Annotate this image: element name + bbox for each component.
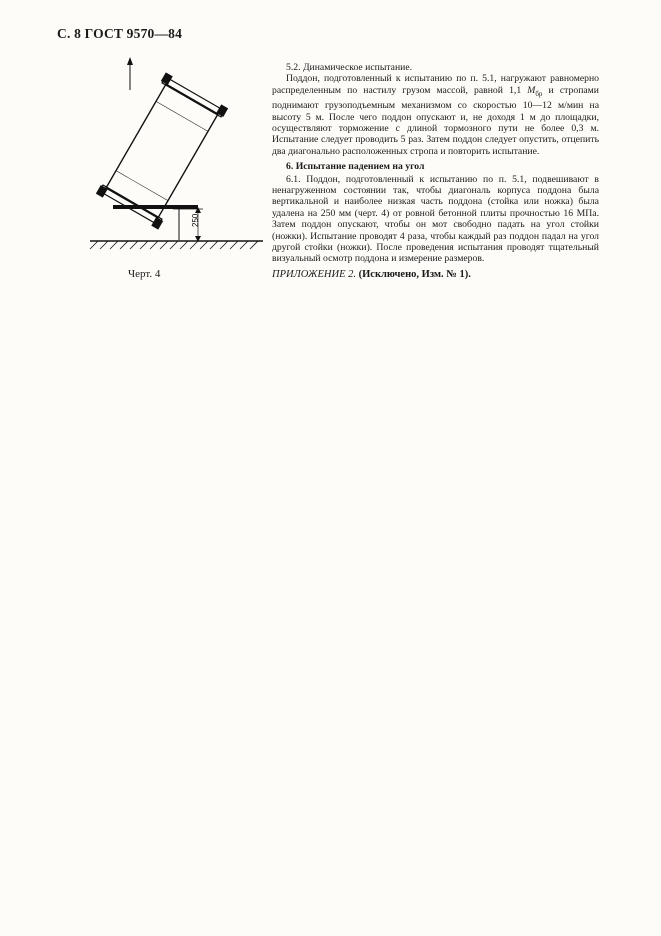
section-6-1-body: 6.1. Поддон, подготовленный к испытанию по п. 5.1, подвешивают в ненагруженном состоянии так, чтобы диагональ корпуса поддона была вертикальной и наиболее низкая часть поддона (стойка или ножка) была удалена на 250 мм (черт. 4) от ровной бетонной плиты прочностью 16 МПа. Затем поддон опускают, чтобы он мот свободно падать на угол стойки (ножки). Испытание проводят 4 раза, чтобы каждый раз поддон падал на угол другой стойки (ножки). После проведения испытания проводят тщательный визуальный осмотр поддона и измерение размеров. xyxy=(272,173,599,265)
pallet-drop-diagram xyxy=(85,55,265,255)
drawing-4 xyxy=(85,55,265,255)
s52-text-a: Поддон, подготовленный к испытанию по п. 5.1, нагружают равномерно распределенным по настилу грузом массой, равной 1,1 xyxy=(272,73,599,96)
mass-symbol: M xyxy=(527,84,536,96)
appendix-note xyxy=(272,269,471,280)
appendix-label: ПРИЛОЖЕНИЕ 2. xyxy=(272,269,356,280)
dimension-250: 250 xyxy=(191,213,200,227)
figure-caption: Черт. 4 xyxy=(128,268,161,280)
s52-text-b: и стропами поднимают грузоподъемным механизмом со скоростью 10—12 м/мин на высоту 5 м. После чего поддон опускают и, не доходя 1 м до площадки, осуществляют торможение с длиной тормозного пути не более 0,3 м. Испытание следует проводить 5 раз. Затем поддон следует опустить, отцепить два диагонально расположенных стропа и повторить испытание. xyxy=(272,84,599,157)
section-5-2-body xyxy=(272,73,599,157)
section-5-2-title: 5.2. Динамическое испытание. xyxy=(286,62,413,73)
mass-subscript: бр xyxy=(535,89,543,98)
section-6-title: 6. Испытание падением на угол xyxy=(286,161,425,173)
page-header: С. 8 ГОСТ 9570—84 xyxy=(57,26,183,41)
body-text xyxy=(272,62,599,265)
appendix-status: (Исключено, Изм. № 1). xyxy=(358,269,471,280)
